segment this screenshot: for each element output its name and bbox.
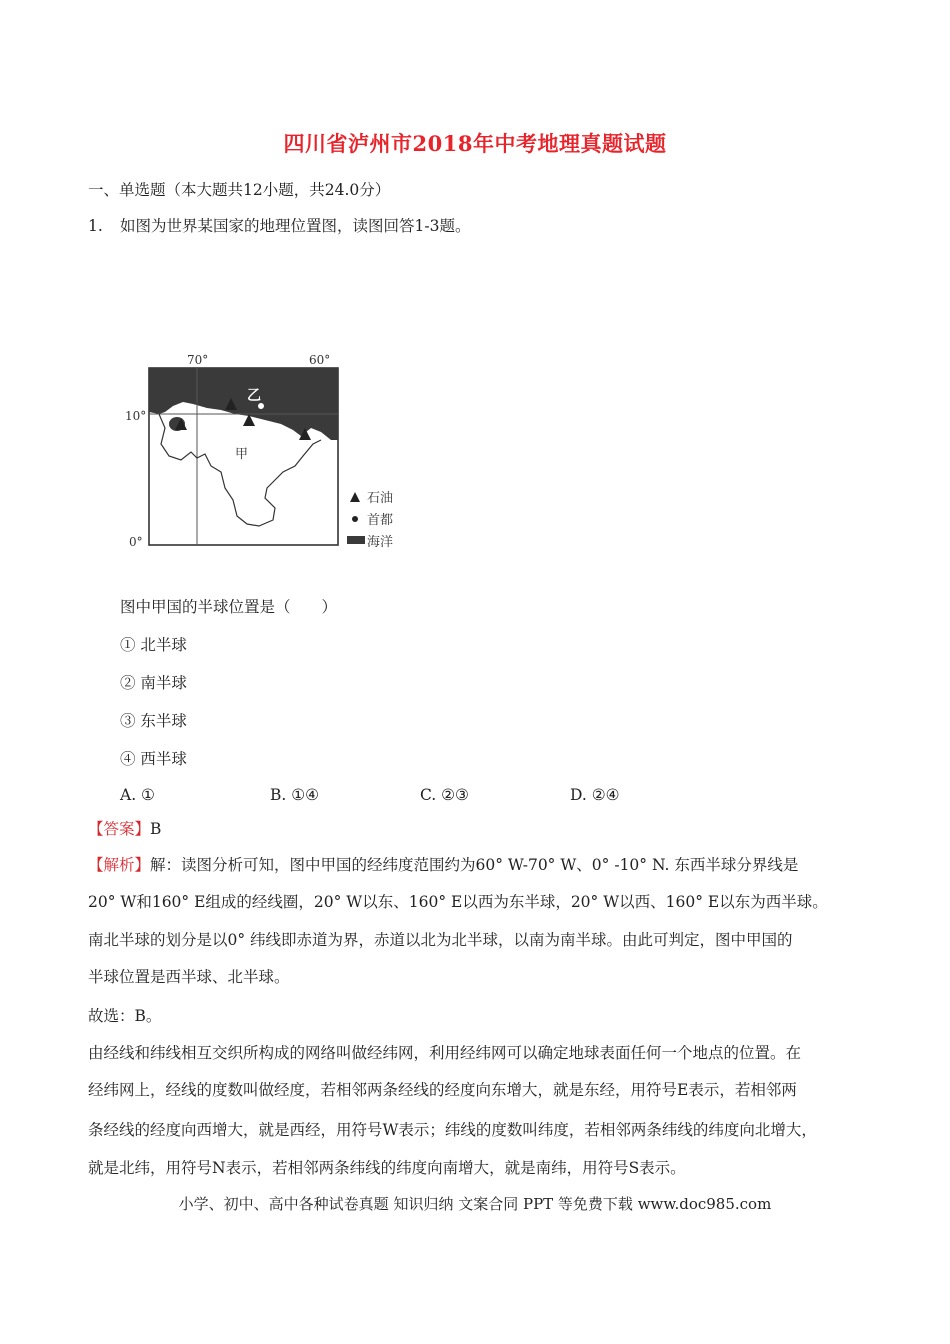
legend-oil-icon [350,492,360,502]
analysis-line-6: 由经线和纬线相互交织所构成的网络叫做经纬网，利用经纬网可以确定地球表面任何一个地点的位置。在 [88,1044,802,1062]
lon-label-70: 70° [187,353,209,367]
analysis-text: 解：读图分析可知，图中甲国的经纬度范围约为60° W-70° W、0° -10° N. 东西半球分界线是 [150,856,799,874]
question-text: 如图为世界某国家的地理位置图，读图回答1-3题。 [120,217,471,235]
place-label-yi: 乙 [247,388,261,404]
place-label-jia: 甲 [235,447,249,462]
answer-tag: 【答案】 [88,820,151,838]
analysis-line-1 [88,855,798,875]
legend-oil-label: 石油 [367,491,394,506]
statement-3: ③ 东半球 [120,712,187,730]
analysis-line-9: 就是北纬，用符号N表示，若相邻两条纬线的纬度向南增大，就是南纬，用符号S表示。 [88,1159,686,1177]
choice-a[interactable]: A. ① [120,786,155,804]
choice-d[interactable]: D. ②④ [570,786,620,804]
choice-b[interactable]: B. ①④ [270,786,320,804]
lat-label-10: 10° [125,409,147,423]
legend-ocean-label: 海洋 [367,535,394,550]
legend-capital-label: 首都 [367,513,394,528]
analysis-line-8: 条经线的经度向西增大，就是西经，用符号W表示；纬线的度数叫纬度，若相邻两条纬线的纬度向北增大， [88,1121,817,1139]
statement-1: ① 北半球 [120,636,187,654]
venezuela-map [125,348,425,553]
analysis-line-7: 经纬网上，经线的度数叫做经度，若相邻两条经线的经度向东增大，就是东经，用符号E表示，若相邻两 [88,1081,797,1099]
analysis-line-3: 南北半球的划分是以0° 纬线即赤道为界，赤道以北为北半球，以南为南半球。由此可判定，图中甲国的 [88,931,793,949]
page-title: 四川省泸州市2018年中考地理真题试题 [283,131,667,156]
section-heading: 一、单选题（本大题共12小题，共24.0分） [88,181,391,199]
statement-2: ② 南半球 [120,674,187,692]
sub-question: 图中甲国的半球位置是（ ） [120,598,338,616]
legend-ocean-icon [347,536,365,544]
lat-label-0: 0° [129,535,143,549]
analysis-line-2: 20° W和160° E组成的经线圈，20° W以东、160° E以西为东半球，20° W以西、160° E以东为西半球。 [88,893,828,911]
answer-value: B [150,820,162,838]
legend-capital-icon [352,516,358,522]
analysis-line-4: 半球位置是西半球、北半球。 [88,968,290,986]
statement-4: ④ 西半球 [120,750,187,768]
choice-c[interactable]: C. ②③ [420,786,469,804]
map-figure [125,348,425,553]
answer-line [88,819,161,839]
analysis-tag: 【解析】 [88,856,151,874]
question-number: 1. [88,217,103,235]
analysis-conclusion: 故选：B。 [88,1007,162,1025]
footer-text: 小学、初中、高中各种试卷真题 知识归纳 文案合同 PPT 等免费下载 www.doc985.com [178,1195,772,1213]
lon-label-60: 60° [309,353,331,367]
